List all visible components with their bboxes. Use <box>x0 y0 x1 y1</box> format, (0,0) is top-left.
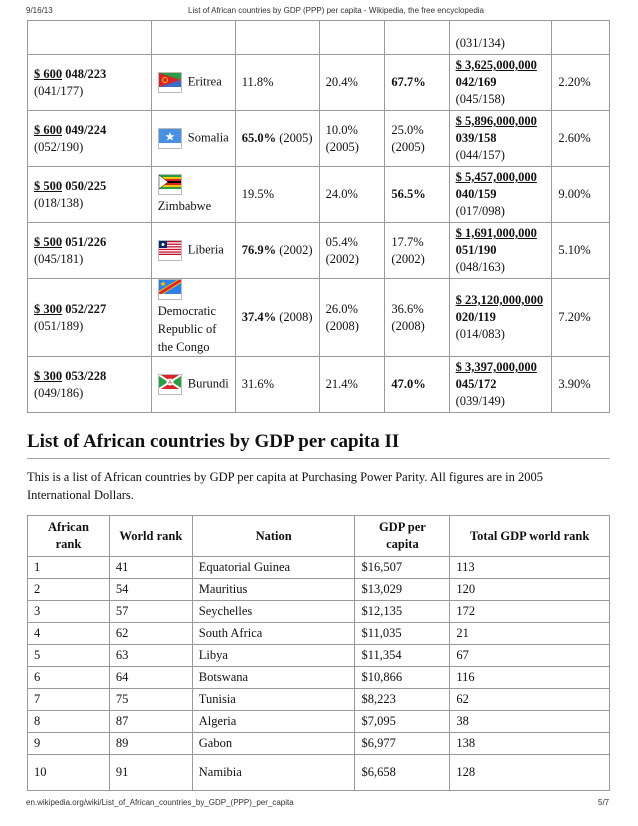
gdp-rank: 045/172 <box>455 377 497 391</box>
gdp-rank-sub: (044/157) <box>455 148 505 162</box>
gdp-rank: 039/158 <box>455 131 497 145</box>
world-rank-cell: 54 <box>109 579 192 601</box>
total-gdp-rank-cell: 128 <box>450 755 610 791</box>
gdp-rank-sub: (017/098) <box>455 204 505 218</box>
sector-share-cell <box>235 357 319 413</box>
world-rank-cell: 64 <box>109 667 192 689</box>
gdp-per-capita-link[interactable]: $ 300 <box>34 368 63 383</box>
sector-share-value: 10.0% <box>325 122 358 137</box>
sector-share-cell <box>385 111 449 167</box>
year-note: (2002) <box>279 243 313 257</box>
gdp-total-link[interactable]: $ 3,625,000,000 <box>455 58 537 72</box>
sector-share-cell <box>235 167 319 223</box>
table-row <box>28 55 610 111</box>
african-rank-cell: 7 <box>28 689 110 711</box>
table-row <box>28 623 610 645</box>
gdp-per-capita-cell <box>28 111 152 167</box>
sector-share-value: 65.0% <box>241 131 277 145</box>
gdp-per-capita-table <box>27 515 610 791</box>
gdp-per-capita-cell: $6,977 <box>355 733 450 755</box>
table-row <box>28 223 610 279</box>
nation-link[interactable]: Democratic Republic of the Congo <box>157 304 217 354</box>
nation-link[interactable]: Liberia <box>187 242 224 257</box>
african-rank-cell: 6 <box>28 667 110 689</box>
table-row <box>28 111 610 167</box>
gdp-total-cell <box>449 357 552 413</box>
section-intro: This is a list of African countries by GDP per capita at Purchasing Power Parity. All figures are in 2005 International Dollars. <box>27 470 543 502</box>
gdp-total-cell <box>449 55 552 111</box>
gdp-total-cell <box>449 279 552 357</box>
year-note: (2008) <box>391 318 425 333</box>
world-rank-cell: 89 <box>109 733 192 755</box>
african-rank-cell: 8 <box>28 711 110 733</box>
sector-share-value: 21.4% <box>325 377 358 391</box>
gdp-per-capita-link[interactable]: $ 500 <box>34 178 63 193</box>
growth-cell: 9.00% <box>552 167 610 223</box>
rank-sub: (041/177) <box>34 83 84 98</box>
total-gdp-rank-cell: 120 <box>450 579 610 601</box>
sector-share-cell <box>319 223 385 279</box>
gdp-per-capita-cell: $13,029 <box>355 579 450 601</box>
table-row <box>28 711 610 733</box>
sector-share-cell <box>235 55 319 111</box>
gdp-per-capita-link[interactable]: $ 500 <box>34 234 63 249</box>
table-header-row <box>28 516 610 557</box>
rank-sub: (049/186) <box>34 385 84 400</box>
table-row <box>28 733 610 755</box>
nation-cell <box>151 279 235 357</box>
year-note: (2008) <box>325 318 359 333</box>
sector-share-value: 31.6% <box>241 377 275 391</box>
gdp-per-capita-link[interactable]: $ 600 <box>34 66 63 81</box>
print-title: List of African countries by GDP (PPP) per capita - Wikipedia, the free encyclopedia <box>188 6 484 15</box>
gdp-rank-sub: (039/149) <box>455 394 505 408</box>
world-rank-cell: 41 <box>109 557 192 579</box>
gdp-total-cell <box>449 167 552 223</box>
column-header-african-rank[interactable]: African rank <box>28 516 110 557</box>
nation-cell[interactable]: Tunisia <box>192 689 355 711</box>
nation-cell[interactable]: Gabon <box>192 733 355 755</box>
gdp-per-capita-cell: $12,135 <box>355 601 450 623</box>
gdp-total-link[interactable]: $ 5,896,000,000 <box>455 114 537 128</box>
total-gdp-rank-cell: 172 <box>450 601 610 623</box>
gdp-per-capita-cell: $11,354 <box>355 645 450 667</box>
gdp-per-capita-cell <box>28 279 152 357</box>
total-gdp-rank-cell: 67 <box>450 645 610 667</box>
sector-share-cell <box>235 223 319 279</box>
year-note: (2005) <box>325 139 359 154</box>
nation-cell[interactable]: Seychelles <box>192 601 355 623</box>
total-gdp-rank-cell: 116 <box>450 667 610 689</box>
gdp-total-link[interactable]: $ 3,397,000,000 <box>455 360 537 374</box>
gdp-rank-sub: (048/163) <box>455 260 505 274</box>
nation-cell <box>151 223 235 279</box>
total-gdp-rank-cell: 62 <box>450 689 610 711</box>
nation-link[interactable]: Somalia <box>187 130 229 145</box>
sector-share-cell <box>385 279 449 357</box>
sector-share-value: 05.4% <box>325 234 358 249</box>
gdp-rank: 020/119 <box>455 310 496 324</box>
african-rank-cell: 10 <box>28 755 110 791</box>
flag-zimbabwe-icon <box>158 174 182 195</box>
gdp-per-capita-link[interactable]: $ 300 <box>34 301 63 316</box>
rank-sub: (018/138) <box>34 195 84 210</box>
gdp-rank: 040/159 <box>455 187 497 201</box>
flag-somalia-icon <box>158 128 182 149</box>
gdp-rank-sub: (045/158) <box>455 92 505 106</box>
sector-share-value: 11.8% <box>241 75 274 89</box>
sector-share-value: 17.7% <box>391 234 424 249</box>
nation-cell <box>151 357 235 413</box>
flag-eritrea-icon <box>158 72 182 93</box>
gdp-per-capita-cell: $11,035 <box>355 623 450 645</box>
total-gdp-rank-cell: 21 <box>450 623 610 645</box>
gdp-per-capita-cell: $10,866 <box>355 667 450 689</box>
african-rank-cell: 1 <box>28 557 110 579</box>
table-row <box>28 279 610 357</box>
total-gdp-rank-cell: 138 <box>450 733 610 755</box>
gdp-per-capita-cell <box>28 167 152 223</box>
growth-cell: 2.20% <box>552 55 610 111</box>
page-number: 5/7 <box>598 798 610 807</box>
table-row <box>28 601 610 623</box>
sector-share-value: 20.4% <box>325 75 358 89</box>
world-rank: 051/226 <box>65 234 107 249</box>
world-rank: 050/225 <box>65 178 107 193</box>
sector-share-value: 56.5% <box>391 187 426 201</box>
sector-share-value: 37.4% <box>241 310 277 324</box>
african-rank-cell: 5 <box>28 645 110 667</box>
column-header-world-rank[interactable]: World rank <box>109 516 192 557</box>
gdp-sector-table <box>27 20 610 413</box>
world-rank: 049/224 <box>65 122 107 137</box>
gdp-total-link[interactable]: $ 5,457,000,000 <box>455 170 537 184</box>
nation-link[interactable]: Burundi <box>187 376 229 391</box>
table-cell <box>151 21 235 55</box>
rank-sub: (045/181) <box>34 251 84 266</box>
sector-share-value: 47.0% <box>391 377 426 391</box>
gdp-per-capita-cell: $6,658 <box>355 755 450 791</box>
total-gdp-rank-cell: 38 <box>450 711 610 733</box>
nation-cell[interactable]: Algeria <box>192 711 355 733</box>
growth-cell: 7.20% <box>552 279 610 357</box>
print-header <box>0 6 638 20</box>
world-rank-cell: 75 <box>109 689 192 711</box>
nation-link[interactable]: Eritrea <box>187 74 222 89</box>
sector-share-value: 76.9% <box>241 243 277 257</box>
year-note: (2008) <box>279 310 313 324</box>
flag-burundi-icon <box>158 374 182 395</box>
year-note: (2002) <box>325 251 359 266</box>
section-heading: List of African countries by GDP per capita II <box>27 431 400 452</box>
table-row <box>28 167 610 223</box>
column-header-gdp-per-capita[interactable]: GDP per capita <box>355 516 450 557</box>
gdp-per-capita-link[interactable]: $ 600 <box>34 122 63 137</box>
gdp-per-capita-cell <box>28 55 152 111</box>
gdp-total-link[interactable]: $ 1,691,000,000 <box>455 226 537 240</box>
nation-cell[interactable]: South Africa <box>192 623 355 645</box>
sector-share-value: 26.0% <box>325 301 358 316</box>
gdp-per-capita-cell: $8,223 <box>355 689 450 711</box>
world-rank-cell: 63 <box>109 645 192 667</box>
table-cell <box>28 21 152 55</box>
nation-link[interactable]: Zimbabwe <box>157 199 212 213</box>
flag-dr-congo-icon <box>158 279 182 300</box>
gdp-per-capita-cell: $16,507 <box>355 557 450 579</box>
table-row <box>28 579 610 601</box>
column-header-nation[interactable]: Nation <box>192 516 355 557</box>
table-row <box>28 755 610 791</box>
table-row <box>28 645 610 667</box>
african-rank-cell: 4 <box>28 623 110 645</box>
sector-share-cell <box>319 111 385 167</box>
sector-share-value: 19.5% <box>241 187 275 201</box>
sector-share-cell <box>385 55 449 111</box>
table-row <box>28 557 610 579</box>
world-rank-cell: 62 <box>109 623 192 645</box>
world-rank: 052/227 <box>65 301 107 316</box>
year-note: (2005) <box>391 139 425 154</box>
table-cell <box>319 21 385 55</box>
african-rank-cell: 3 <box>28 601 110 623</box>
gdp-rank: 042/169 <box>455 75 497 89</box>
gdp-per-capita-cell: $7,095 <box>355 711 450 733</box>
african-rank-cell: 9 <box>28 733 110 755</box>
nation-cell[interactable]: Namibia <box>192 755 355 791</box>
nation-cell <box>151 111 235 167</box>
nation-cell[interactable]: Mauritius <box>192 579 355 601</box>
world-rank-cell: 87 <box>109 711 192 733</box>
gdp-rank: 051/190 <box>455 243 497 257</box>
gdp-per-capita-cell <box>28 357 152 413</box>
table-row <box>28 689 610 711</box>
sector-share-cell <box>385 357 449 413</box>
sector-share-value: 25.0% <box>391 122 424 137</box>
african-rank-cell: 2 <box>28 579 110 601</box>
world-rank-cell: 91 <box>109 755 192 791</box>
sector-share-cell <box>319 167 385 223</box>
gdp-total-cell <box>449 111 552 167</box>
heading-divider <box>27 458 610 459</box>
sector-share-value: 67.7% <box>391 75 426 89</box>
total-gdp-rank-cell: 113 <box>450 557 610 579</box>
table-row <box>28 21 610 55</box>
print-footer <box>0 798 638 812</box>
column-header-total-gdp-world-rank[interactable]: Total GDP world rank <box>450 516 610 557</box>
nation-cell[interactable]: Libya <box>192 645 355 667</box>
flag-liberia-icon <box>158 240 182 261</box>
table-cell <box>385 21 449 55</box>
nation-cell <box>151 167 235 223</box>
gdp-total-cell <box>449 223 552 279</box>
sector-share-value: 36.6% <box>391 301 424 316</box>
growth-cell: 3.90% <box>552 357 610 413</box>
world-rank: 048/223 <box>65 66 107 81</box>
sector-share-cell <box>319 279 385 357</box>
growth-cell: 2.60% <box>552 111 610 167</box>
table-row <box>28 667 610 689</box>
gdp-rank-sub: (014/083) <box>455 327 505 341</box>
sector-share-cell <box>319 357 385 413</box>
print-date: 9/16/13 <box>26 6 53 15</box>
year-note: (2005) <box>279 131 313 145</box>
world-rank: 053/228 <box>65 368 107 383</box>
table-cell <box>235 21 319 55</box>
rank-sub: (052/190) <box>34 139 84 154</box>
gdp-per-capita-cell <box>28 223 152 279</box>
nation-cell[interactable]: Equatorial Guinea <box>192 557 355 579</box>
nation-cell <box>151 55 235 111</box>
world-rank-cell: 57 <box>109 601 192 623</box>
nation-cell[interactable]: Botswana <box>192 667 355 689</box>
sector-share-value: 24.0% <box>325 187 358 201</box>
table-cell <box>552 21 610 55</box>
sector-share-cell <box>319 55 385 111</box>
year-note: (2002) <box>391 251 425 266</box>
page-url: en.wikipedia.org/wiki/List_of_African_countries_by_GDP_(PPP)_per_capita <box>26 798 294 807</box>
gdp-total-link[interactable]: $ 23,120,000,000 <box>455 293 544 307</box>
sector-share-cell <box>385 223 449 279</box>
sector-share-cell <box>235 111 319 167</box>
sector-share-cell <box>385 167 449 223</box>
table-row <box>28 357 610 413</box>
gdp-rank-cell: (031/134) <box>449 21 552 55</box>
growth-cell: 5.10% <box>552 223 610 279</box>
sector-share-cell <box>235 279 319 357</box>
rank-sub: (051/189) <box>34 318 84 333</box>
